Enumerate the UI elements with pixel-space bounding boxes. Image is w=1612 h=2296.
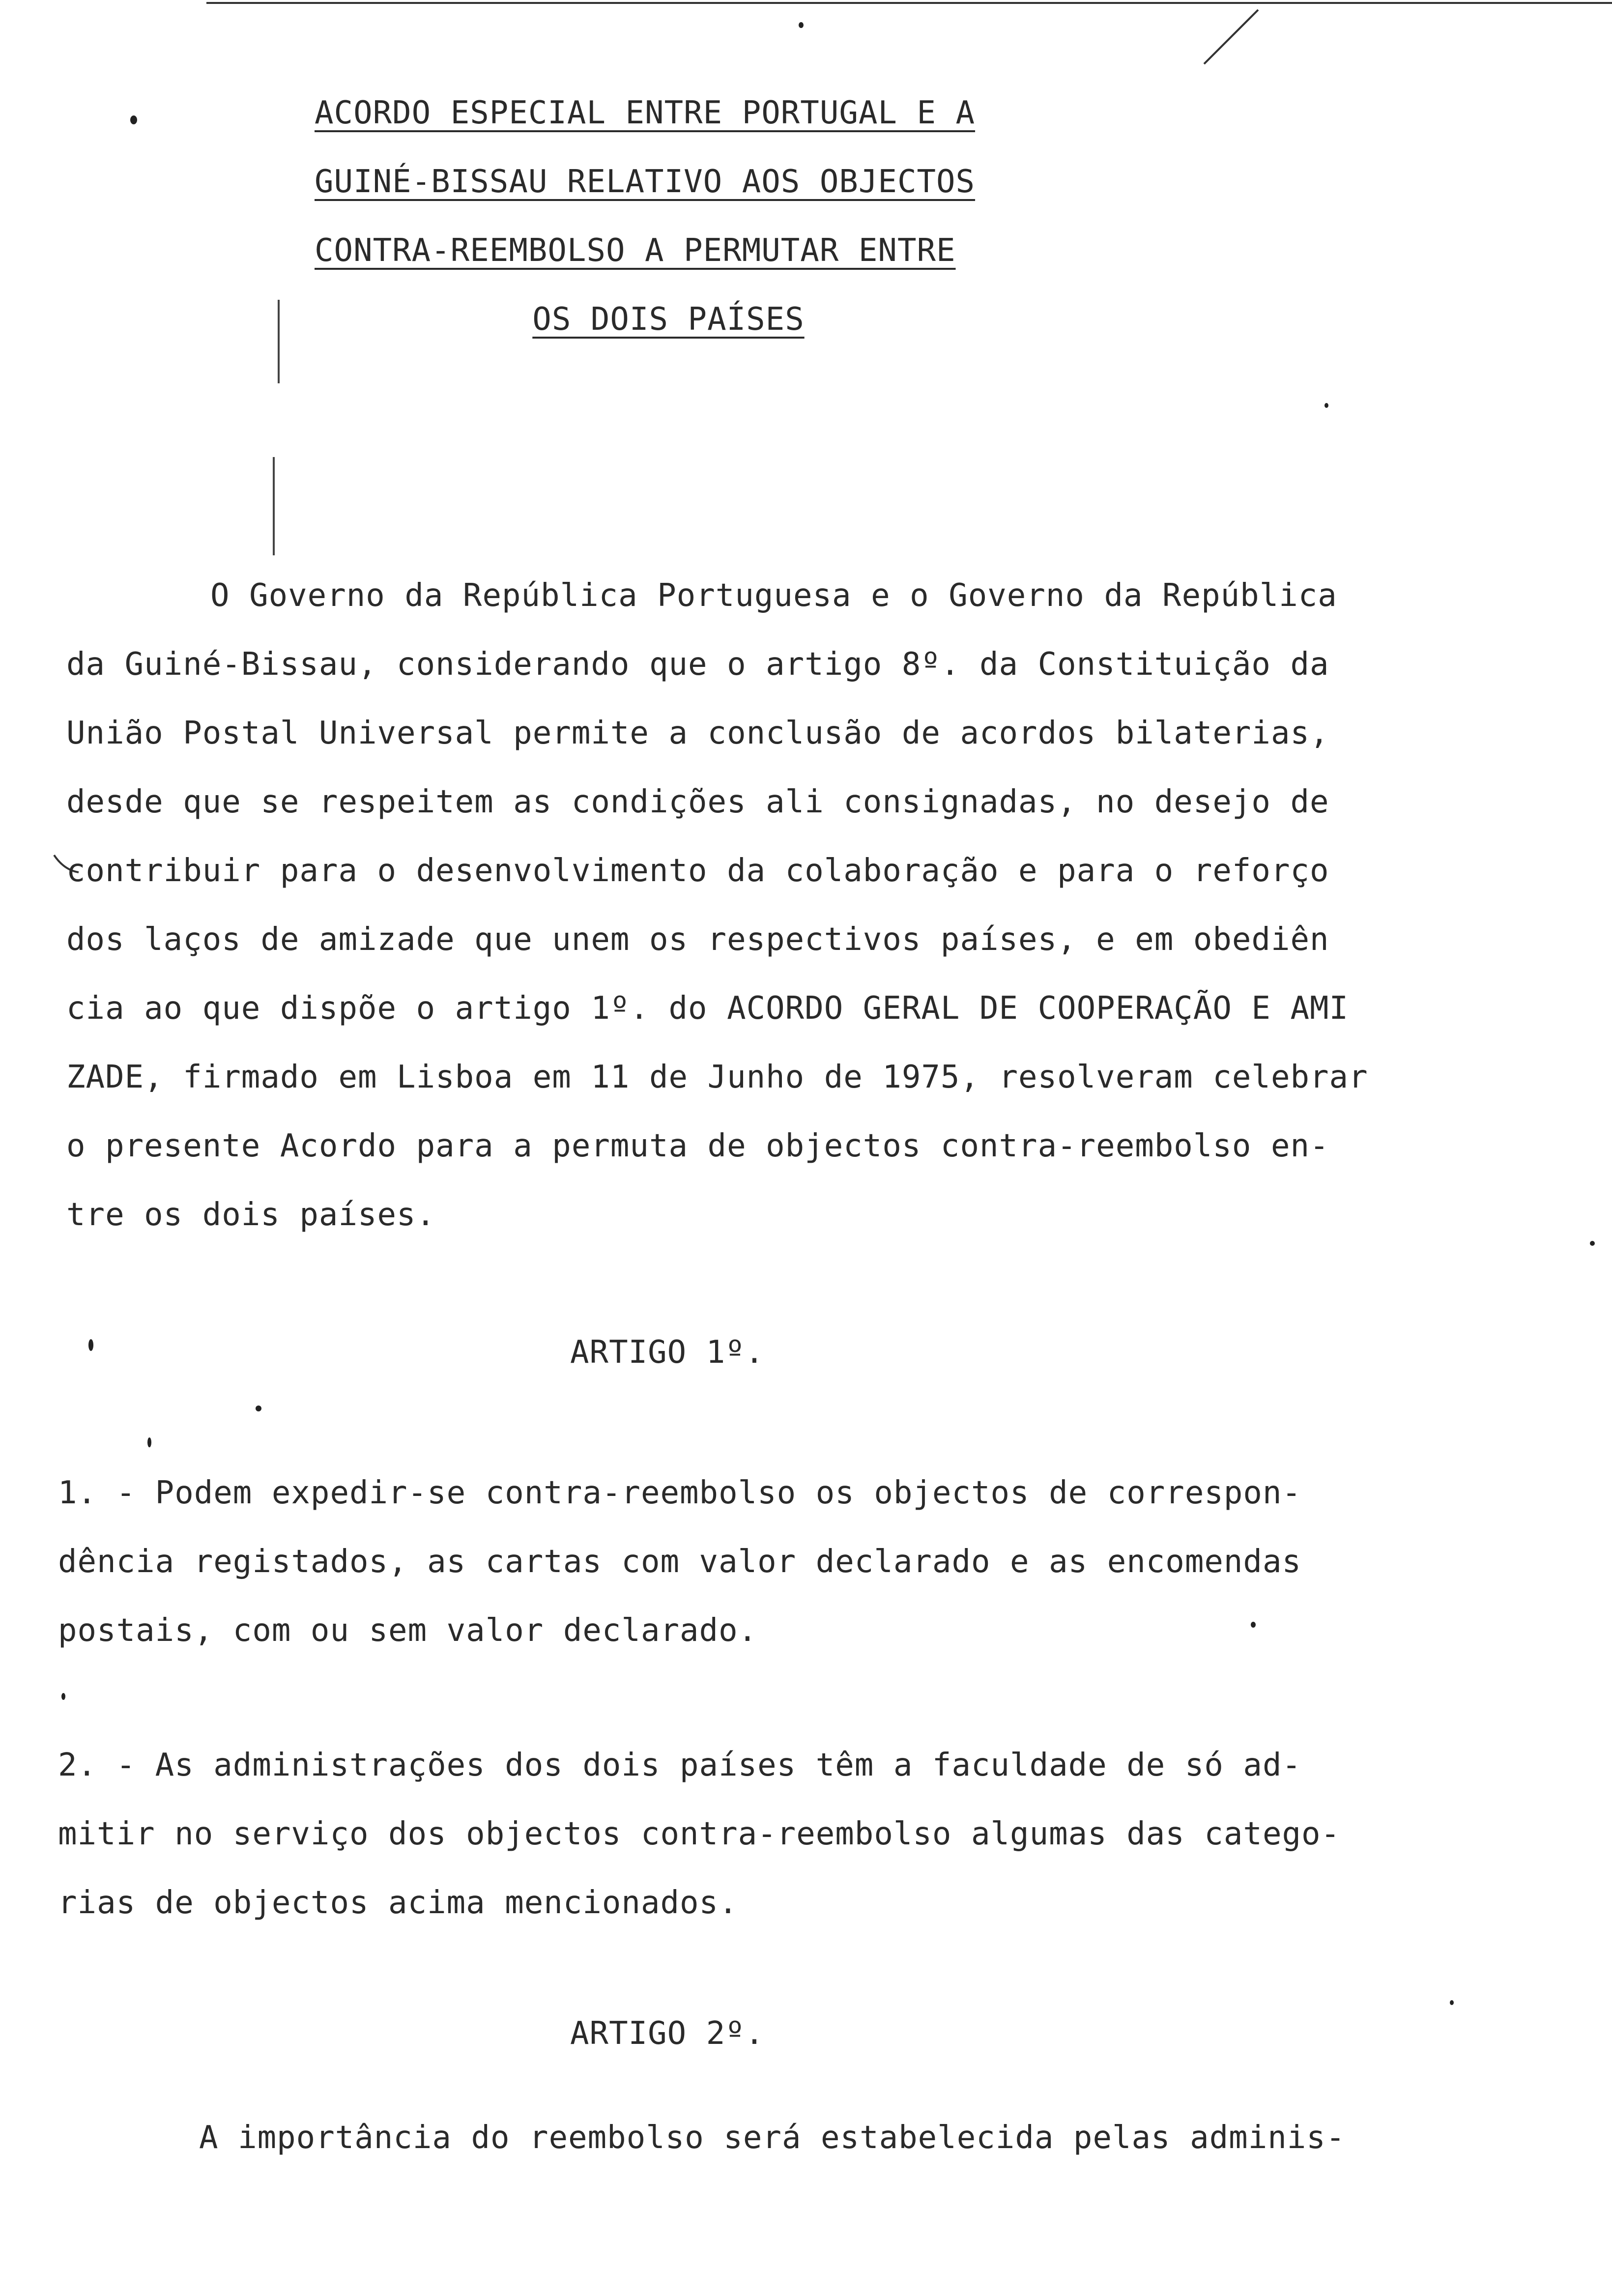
scan-speck	[147, 1437, 151, 1447]
preamble-line: contribuir para o desenvolvimento da colaboração e para o reforço	[66, 853, 1329, 889]
margin-mark-line	[278, 300, 280, 383]
article-1-line: 1. - Podem expedir-se contra-reembolso os objectos de correspon-	[58, 1475, 1301, 1511]
article-2-line: A importância do reembolso será estabelecida pelas adminis-	[199, 2120, 1346, 2156]
preamble-line: dos laços de amizade que unem os respectivos países, e em obediên	[66, 921, 1329, 958]
preamble-line: ZADE, firmado em Lisboa em 11 de Junho de 1975, resolveram celebrar	[66, 1059, 1368, 1095]
scan-speck	[1590, 1241, 1595, 1246]
title-line-1: ACORDO ESPECIAL ENTRE PORTUGAL E A	[315, 95, 976, 131]
title-line-3: CONTRA-REEMBOLSO A PERMUTAR ENTRE	[315, 232, 956, 269]
article-1-line: dência registados, as cartas com valor declarado e as encomendas	[58, 1544, 1301, 1580]
article-1-line: 2. - As administrações dos dois países têm a faculdade de só ad-	[58, 1747, 1301, 1783]
scan-speck	[799, 22, 804, 28]
scan-speck	[88, 1339, 93, 1351]
preamble-line: União Postal Universal permite a conclusão de acordos bilaterias,	[66, 715, 1329, 751]
article-2-heading: ARTIGO 2º.	[570, 2015, 765, 2052]
scan-speck	[1450, 2000, 1454, 2005]
title-line-2: GUINÉ-BISSAU RELATIVO AOS OBJECTOS	[315, 164, 976, 200]
document-title	[315, 86, 1022, 361]
scan-speck	[130, 115, 137, 124]
preamble-line: cia ao que dispõe o artigo 1º. do ACORDO GERAL DE COOPERAÇÃO E AMI	[66, 990, 1349, 1027]
scan-speck	[256, 1406, 261, 1411]
title-line-4: OS DOIS PAÍSES	[532, 301, 805, 338]
article-1-line: postais, com ou sem valor declarado.	[58, 1612, 758, 1649]
preamble-line: o presente Acordo para a permuta de objectos contra-reembolso en-	[66, 1128, 1329, 1164]
preamble-line: da Guiné-Bissau, considerando que o artigo 8º. da Constituição da	[66, 646, 1329, 683]
margin-mark-line	[273, 457, 275, 555]
preamble-line: tre os dois países.	[66, 1197, 436, 1233]
preamble-line: O Governo da República Portuguesa e o Governo da República	[210, 577, 1337, 614]
scan-speck	[1251, 1622, 1256, 1628]
article-1-heading: ARTIGO 1º.	[570, 1334, 765, 1371]
article-1-line: mitir no serviço dos objectos contra-reembolso algumas das catego-	[58, 1816, 1341, 1852]
pen-stroke-mark	[1204, 10, 1258, 64]
preamble-line: desde que se respeitem as condições ali consignadas, no desejo de	[66, 784, 1329, 820]
top-edge-rule	[206, 2, 1612, 4]
scan-speck	[61, 1693, 65, 1700]
article-1-line: rias de objectos acima mencionados.	[58, 1885, 738, 1921]
scan-speck	[1324, 403, 1328, 408]
